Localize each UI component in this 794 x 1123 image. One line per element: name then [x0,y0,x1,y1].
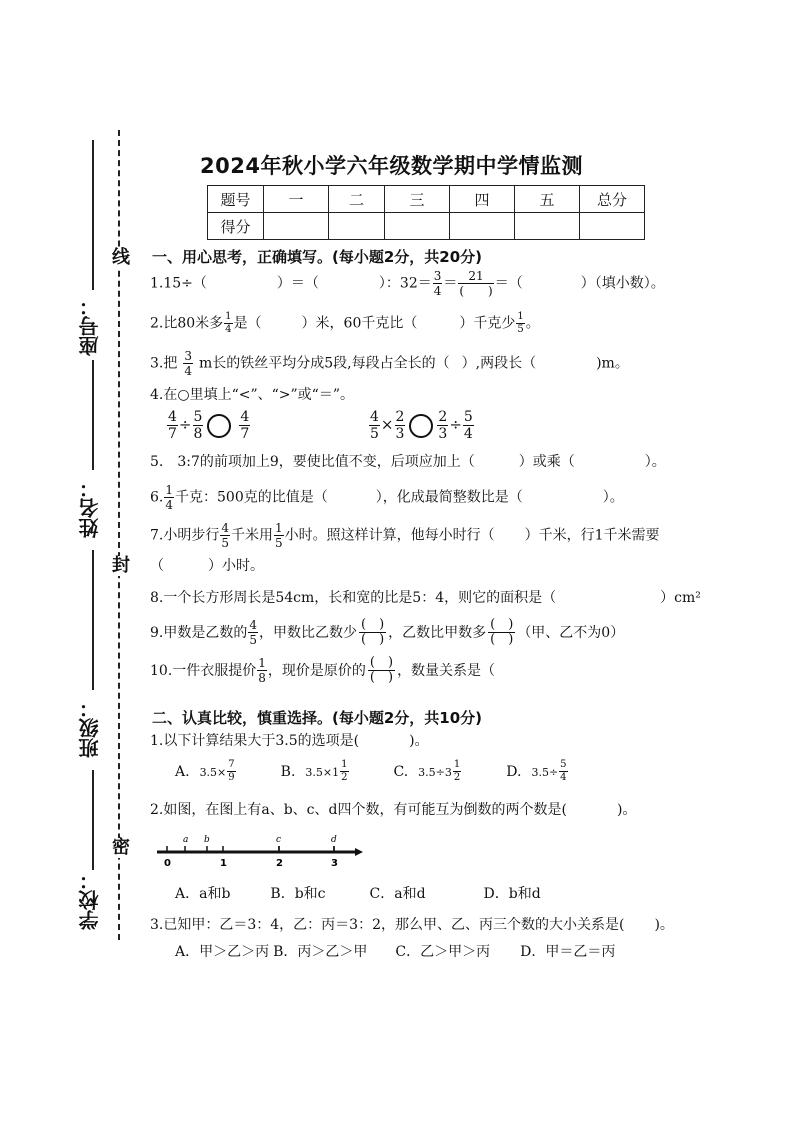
seat-number-label: 座号： [77,296,102,356]
number-line-arrow [355,848,363,856]
label-1: 1 [220,858,227,869]
score-cell: 得分 [208,213,264,240]
school-line [92,770,94,870]
section1-heading: 一、用心思考，正确填写。(每小题2分，共20分) [152,248,483,266]
exam-title: 2024年秋小学六年级数学期中学情监测 [200,154,583,178]
name-line-top [92,360,94,470]
question-1-8: 8.一个长方形周长是54cm，长和宽的比是5：4，则它的面积是（ ）cm² [150,590,701,606]
question-1-4-expr-1: $\frac{4}{7}$ ÷ $\frac{5}{8}$ $\frac{4}{7}$ [168,409,250,442]
question-1-4: 4.在○里填上“<”、“>”或“＝”。 [150,387,354,403]
question-2-2: 2.如图，在图上有a、b、c、d四个数，有可能互为倒数的两个数是( )。 [150,802,637,818]
option-b[interactable]: B．b和c [270,886,326,902]
score-cell: 二 [329,186,385,213]
name-label: 姓名： [77,478,102,538]
question-1-2: 2.比80米多 $\frac{1}{4}$ 是（ ）米，60千克比（ ）千克少 $\frac{1}{5}$ 。 [150,311,540,335]
score-input-cell[interactable] [385,213,450,240]
school-label: 学校： [77,870,102,930]
question-1-7-cont: （ ）小时。 [150,558,264,574]
question-1-1: 1.15÷（ ）＝（ ）：32＝ $\frac{3}{4}$ ＝ $\frac{21}{( )}$ ＝（ ）（填小数）。 [150,269,665,298]
question-2-3: 3.已知甲：乙＝3：4，乙：丙＝3：2，那么甲、乙、丙三个数的大小关系是( )。 [150,917,674,933]
score-input-cell[interactable] [580,213,645,240]
option-d[interactable]: D．甲＝乙＝丙 [520,944,616,960]
seal-word-mi: 密 [112,837,130,858]
question-1-6: 6. $\frac{1}{4}$ 千克：500克的比值是（ ），化成最简整数比是（ ）。 [150,483,624,512]
question-2-3-options [175,942,615,962]
question-1-10: 10.一件衣服提价 $\frac{1}{8}$ ，现价是原价的 $\frac{( )}{( )}$ ，数量关系是（ [150,655,496,686]
question-2-2-options [175,884,541,904]
class-line [92,550,94,690]
label-c: c [276,835,282,845]
option-c[interactable]: C．a和d [369,886,426,902]
score-cell: 三 [385,186,450,213]
question-2-1-options [175,760,569,783]
option-b[interactable]: B．丙＞乙＞甲 [273,944,368,960]
option-c[interactable]: C．乙＞甲＞丙 [395,944,491,960]
option-b[interactable]: B. 3.5×1 $\frac{1}{2}$ [280,759,348,783]
score-cell: 总分 [580,186,645,213]
section2-heading: 二、认真比较，慎重选择。(每小题2分，共10分) [152,709,483,727]
label-0: 0 [164,858,171,869]
question-1-4-expr-2: $\frac{4}{5}$ × $\frac{2}{3}$ $\frac{2}{3}$ ÷ $\frac{5}{4}$ [370,409,473,442]
score-table-header-row [208,186,645,213]
option-a[interactable]: A. 3.5× $\frac{7}{9}$ [175,759,235,783]
score-cell: 五 [515,186,580,213]
score-table-score-row [208,213,645,240]
option-d[interactable]: D. 3.5÷ $\frac{5}{4}$ [506,759,567,783]
question-1-3: 3.把 $\frac{3}{4}$ m长的铁丝平均分成5段,每段占全长的（ ）,两段长（ )m。 [150,349,629,378]
compare-circle[interactable] [207,414,231,438]
label-b: b [204,835,210,845]
option-a[interactable]: A．甲＞乙＞丙 [175,944,270,960]
seal-word-xian: 线 [112,247,130,268]
score-cell: 题号 [208,186,264,213]
question-2-1: 1.以下计算结果大于3.5的选项是( )。 [150,733,429,749]
score-table [207,185,645,240]
question-1-5: 5. 3:7的前项加上9，要使比值不变，后项应加上（ ）或乘（ ）。 [150,454,666,470]
option-a[interactable]: A．a和b [175,886,231,902]
score-input-cell[interactable] [450,213,515,240]
question-1-7: 7.小明步行 $\frac{4}{5}$ 千米用 $\frac{1}{5}$ 小时。照这样计算，他每小时行（ ）千米，行1千米需要 [150,521,660,550]
score-input-cell[interactable] [264,213,329,240]
class-label: 班级： [77,698,102,758]
option-c[interactable]: C. 3.5÷3 $\frac{1}{2}$ [393,759,461,783]
score-input-cell[interactable] [515,213,580,240]
question-1-9: 9.甲数是乙数的 $\frac{4}{5}$ ，甲数比乙数少 $\frac{( )}{( )}$ ，乙数比甲数多 $\frac{( )}{( )}$ （甲、乙不为0） [150,617,625,648]
label-3: 3 [331,858,338,869]
seat-number-line [92,140,94,290]
seal-word-feng: 封 [112,555,130,576]
score-input-cell[interactable] [329,213,385,240]
score-cell: 一 [264,186,329,213]
label-2: 2 [276,858,283,869]
number-line-figure [155,830,365,870]
label-a: a [183,835,189,845]
label-d: d [331,835,337,845]
compare-circle[interactable] [409,414,433,438]
option-d[interactable]: D．b和d [483,886,541,902]
score-cell: 四 [450,186,515,213]
